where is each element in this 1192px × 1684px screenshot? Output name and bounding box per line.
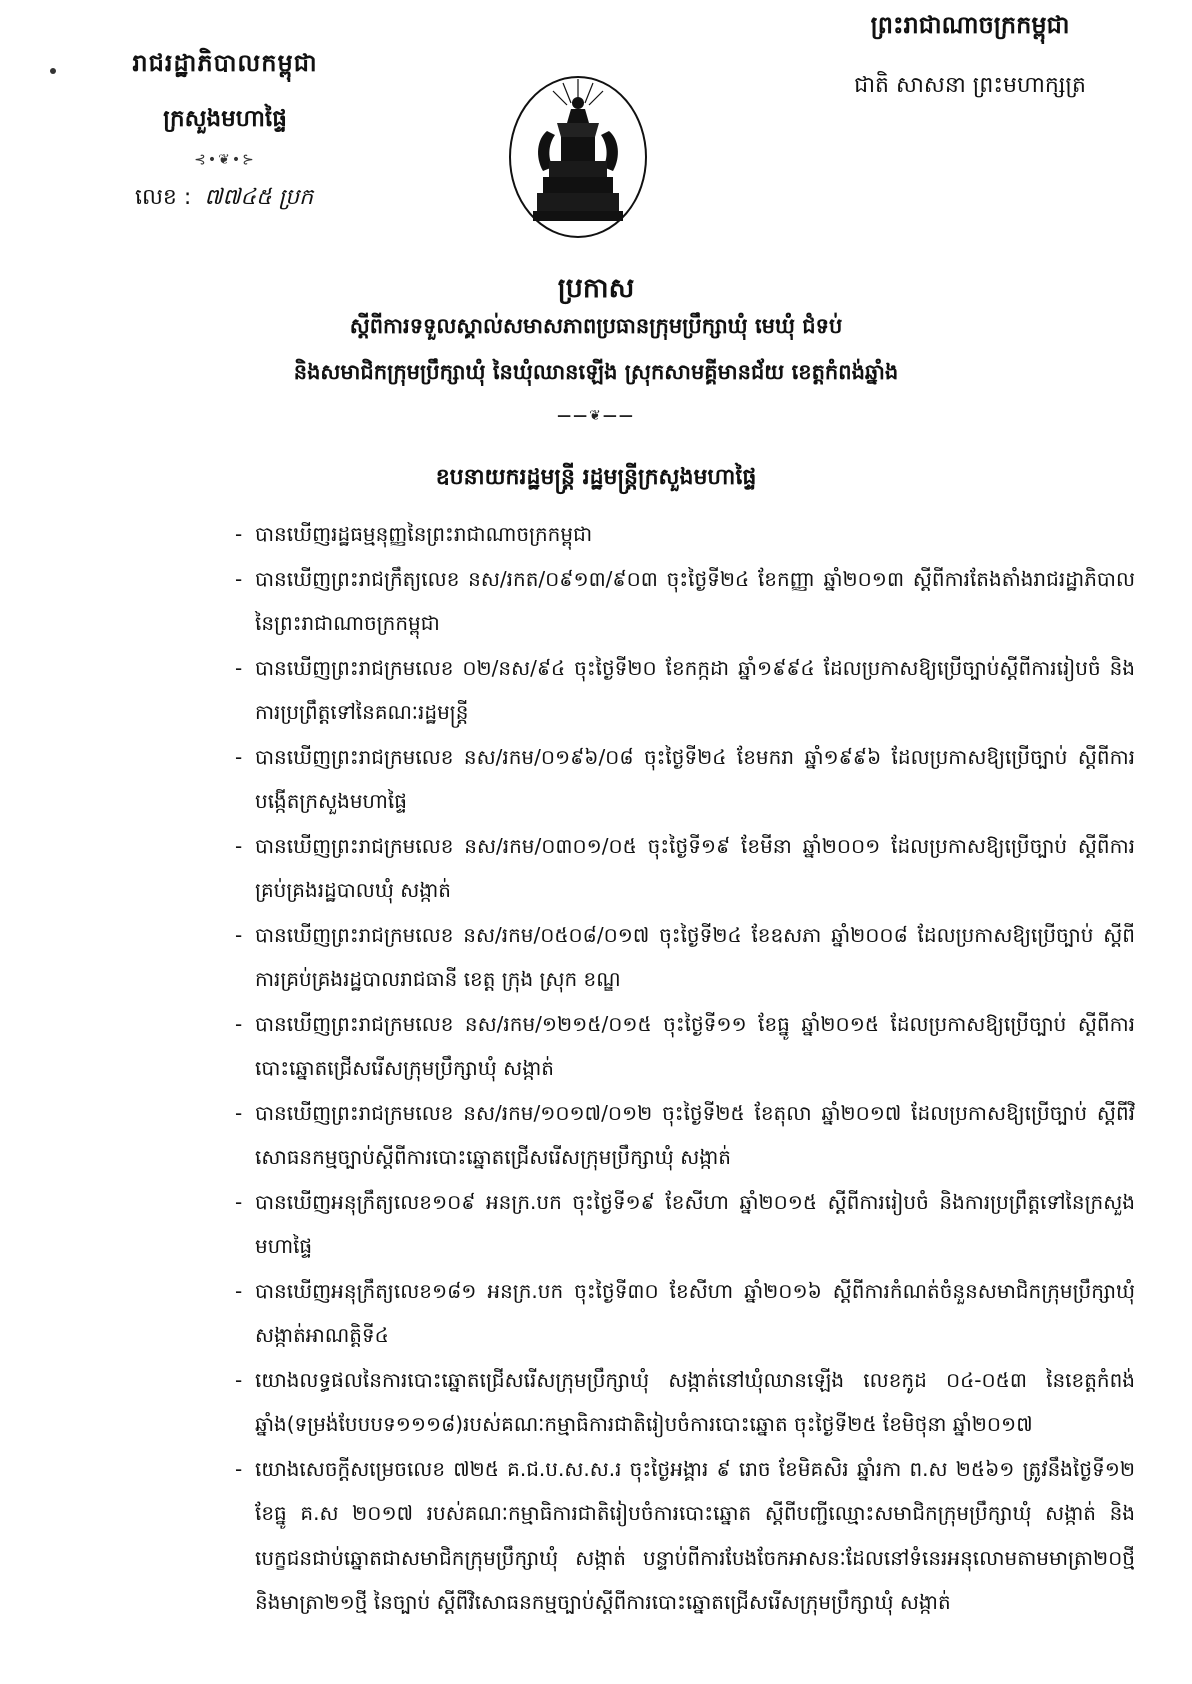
list-dash: -: [235, 1011, 243, 1036]
reference-number: [135, 183, 313, 215]
reference-label: លេខ :: [135, 185, 192, 210]
right-header: [805, 10, 1135, 103]
list-item: [235, 735, 1135, 824]
issuer-heading: ឧបនាយករដ្ឋមន្ត្រី រដ្ឋមន្ត្រីក្រសួងមហាផ្ទៃ: [435, 465, 757, 490]
national-motto: ជាតិ សាសនា ព្រះមហាក្សត្រ: [854, 73, 1086, 98]
document-title: ប្រកាស: [557, 273, 635, 304]
legal-basis-list: [235, 512, 1135, 1625]
list-dash: -: [235, 1100, 243, 1125]
list-item: [235, 824, 1135, 913]
list-item-text: បានឃើញព្រះរាជក្រមលេខ នស/រកម/០១៩៦/០៨ ចុះថ្ងៃទី២៤ ខែមករា ឆ្នាំ១៩៩៦ ដែលប្រកាសឱ្យប្រើច្បាប់ ស្តីពីការបង្កើតក្រសួងមហាផ្ទៃ: [255, 744, 1135, 813]
list-dash: -: [235, 655, 243, 680]
list-dash: -: [235, 1367, 243, 1392]
list-dash: -: [235, 1189, 243, 1214]
document-subtitle-line1: ស្តីពីការទទួលស្គាល់សមាសភាពប្រធានក្រុមប្រឹក្សាឃុំ មេឃុំ ជំទប់: [349, 314, 843, 338]
list-dash: -: [235, 1278, 243, 1303]
document-subtitle-line2: និងសមាជិកក្រុមប្រឹក្សាឃុំ នៃឃុំឈានឡើង ស្រុកសាមគ្គីមានជ័យ ខេត្តកំពង់ឆ្នាំង: [293, 360, 899, 384]
list-item-text: បានឃើញព្រះរាជក្រមលេខ នស/រកម/០៥០៨/០១៧ ចុះថ្ងៃទី២៤ ខែឧសភា ឆ្នាំ២០០៨ ដែលប្រកាសឱ្យប្រើច្បាប់ ស្តីពីការគ្រប់គ្រងរដ្ឋបាលរាជធានី ខេត្ត ក្រុង ស្រុក ខណ្ឌ: [255, 922, 1135, 991]
list-item-text: បានឃើញរដ្ឋធម្មនុញ្ញនៃព្រះរាជាណាចក្រកម្ពុជា: [255, 522, 593, 546]
list-dash: -: [235, 833, 243, 858]
list-item: [235, 1180, 1135, 1269]
list-item: [235, 1091, 1135, 1180]
list-dash: -: [235, 922, 243, 947]
reference-value: ៧៧៤៥ ប្រក: [204, 185, 314, 210]
left-header: [95, 48, 355, 168]
list-item: [235, 512, 1135, 557]
list-item: [235, 1358, 1135, 1447]
kingdom-name: ព្រះរាជាណាចក្រកម្ពុជា: [870, 11, 1070, 39]
list-item: [235, 1002, 1135, 1091]
list-dash: -: [235, 1456, 243, 1481]
government-name: រាជរដ្ឋាភិបាលកម្ពុជា: [132, 49, 318, 77]
list-dash: -: [235, 566, 243, 591]
list-item: [235, 1269, 1135, 1358]
list-dash: -: [235, 744, 243, 769]
list-item: [235, 1447, 1135, 1625]
list-item-text: បានឃើញអនុក្រឹត្យលេខ១៨១ អនក្រ.បក ចុះថ្ងៃទី៣០ ខែសីហា ឆ្នាំ២០១៦ ស្តីពីការកំណត់ចំនួនសមាជិកក្រុមប្រឹក្សាឃុំ សង្កាត់អាណត្តិទី៤: [255, 1278, 1135, 1347]
royal-emblem-seal-icon: [505, 73, 651, 241]
list-item: [235, 557, 1135, 646]
list-item-text: យោងលទ្ធផលនៃការបោះឆ្នោតជ្រើសរើសក្រុមប្រឹក្សាឃុំ សង្កាត់នៅឃុំឈានឡើង លេខកូដ ០៤-០៥៣ នៃខេត្តកំពង់ឆ្នាំង(ទម្រង់បែបបទ១១១៨)របស់គណៈកម្មាធិការជាតិរៀបចំការបោះឆ្នោត ចុះថ្ងៃទី២៥ ខែមិថុនា ឆ្នាំ២០១៧: [255, 1367, 1135, 1436]
left-ornament: ⊰•❦•⊱: [194, 152, 256, 168]
list-item: [235, 913, 1135, 1002]
title-ornament: ——❦——: [557, 408, 635, 424]
list-item-text: យោងសេចក្តីសម្រេចលេខ ៧២៥ គ.ជ.ប.ស.ស.រ ចុះថ្ងៃអង្គារ ៩ រោច ខែមិគសិរ ឆ្នាំរកា ព.ស ២៥៦១ ត្រូវនឹងថ្ងៃទី១២ ខែធ្នូ គ.ស ២០១៧ របស់គណៈកម្មាធិការជាតិរៀបចំការបោះឆ្នោត ស្តីពីបញ្ជីឈ្មោះសមាជិកក្រុមប្រឹក្សាឃុំ សង្កាត់ និងបេក្ខជនជាប់ឆ្នោតជាសមាជិកក្រុមប្រឹក្សាឃុំ សង្កាត់ បន្ទាប់ពីការបែងចែកអាសនៈដែលនៅទំនេរអនុលោមតាមមាត្រា២០ថ្មី និងមាត្រា២១ថ្មី នៃច្បាប់ ស្តីពីវិសោធនកម្មច្បាប់ស្តីពីការបោះឆ្នោតជ្រើសរើសក្រុមប្រឹក្សាឃុំ សង្កាត់: [255, 1456, 1135, 1614]
scan-speck: [50, 68, 56, 74]
list-item-text: បានឃើញអនុក្រឹត្យលេខ១០៩ អនក្រ.បក ចុះថ្ងៃទី១៩ ខែសីហា ឆ្នាំ២០១៥ ស្តីពីការរៀបចំ និងការប្រព្រឹត្តទៅនៃក្រសួងមហាផ្ទៃ: [255, 1189, 1135, 1258]
list-item-text: បានឃើញព្រះរាជក្រឹត្យលេខ នស/រកត/០៩១៣/៩០៣ ចុះថ្ងៃទី២៤ ខែកញ្ញា ឆ្នាំ២០១៣ ស្តីពីការតែងតាំងរាជរដ្ឋាភិបាលនៃព្រះរាជាណាចក្រកម្ពុជា: [255, 566, 1135, 635]
list-item-text: បានឃើញព្រះរាជក្រមលេខ នស/រកម/០៣០១/០៥ ចុះថ្ងៃទី១៩ ខែមីនា ឆ្នាំ២០០១ ដែលប្រកាសឱ្យប្រើច្បាប់ ស្តីពីការគ្រប់គ្រងរដ្ឋបាលឃុំ សង្កាត់: [255, 833, 1135, 902]
list-item-text: បានឃើញព្រះរាជក្រមលេខ នស/រកម/១២១៥/០១៥ ចុះថ្ងៃទី១១ ខែធ្នូ ឆ្នាំ២០១៥ ដែលប្រកាសឱ្យប្រើច្បាប់ ស្តីពីការបោះឆ្នោតជ្រើសរើសក្រុមប្រឹក្សាឃុំ សង្កាត់: [255, 1011, 1135, 1080]
ministry-name: ក្រសួងមហាផ្ទៃ: [163, 106, 287, 132]
list-item-text: បានឃើញព្រះរាជក្រមលេខ នស/រកម/១០១៧/០១២ ចុះថ្ងៃទី២៥ ខែតុលា ឆ្នាំ២០១៧ ដែលប្រកាសឱ្យប្រើច្បាប់ ស្តីពីវិសោធនកម្មច្បាប់ស្តីពីការបោះឆ្នោតជ្រើសរើសក្រុមប្រឹក្សាឃុំ សង្កាត់: [255, 1100, 1135, 1169]
list-dash: -: [235, 522, 243, 546]
list-item-text: បានឃើញព្រះរាជក្រមលេខ ០២/នស/៩៤ ចុះថ្ងៃទី២០ ខែកក្កដា ឆ្នាំ១៩៩៤ ដែលប្រកាសឱ្យប្រើច្បាប់ស្តីពីការរៀបចំ និងការប្រព្រឹត្តទៅនៃគណៈរដ្ឋមន្ត្រី: [255, 655, 1135, 724]
list-item: [235, 646, 1135, 735]
